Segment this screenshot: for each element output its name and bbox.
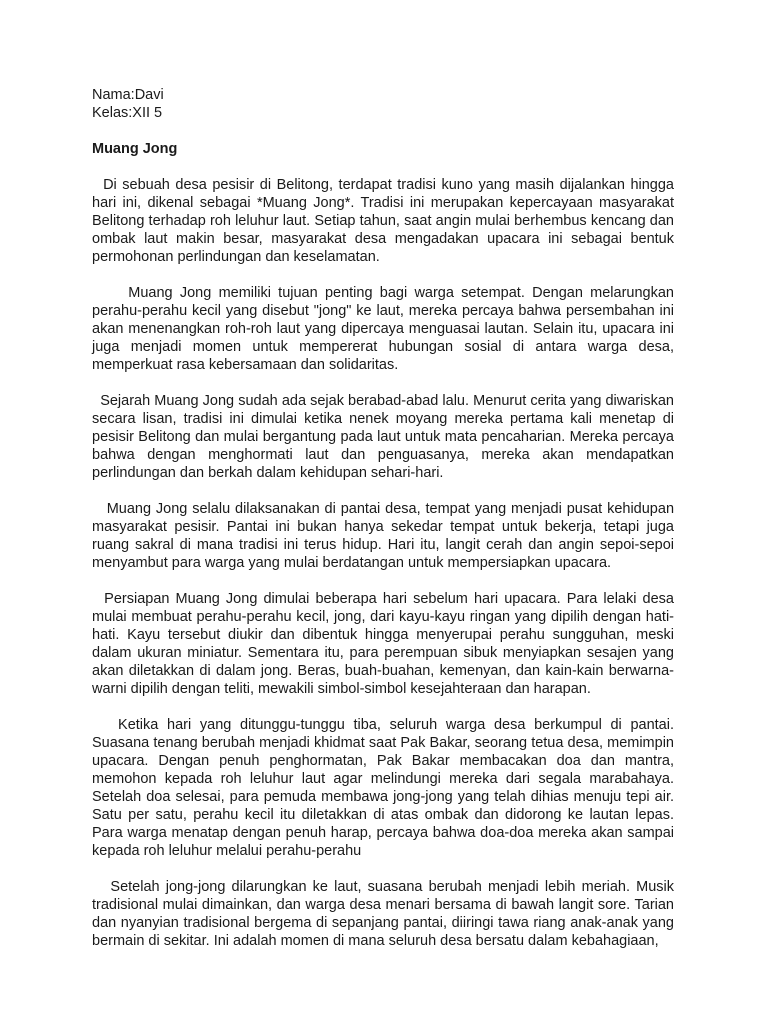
paragraph-4: Muang Jong selalu dilaksanakan di pantai desa, tempat yang menjadi pusat kehidupan masyarakat pesisir. Pantai ini bukan hanya sekedar tempat untuk bekerja, tetapi juga ruang sakral di mana tradisi ini terus hidup. Hari itu, langit cerah dan angin sepoi-sepoi menyambut para warga yang mulai berdatangan untuk mempersiapkan upacara.: [92, 501, 679, 571]
document-page: [92, 86, 679, 950]
student-class: Kelas:XII 5: [92, 105, 163, 121]
paragraph-7: Setelah jong-jong dilarungkan ke laut, suasana berubah menjadi lebih meriah. Musik tradisional mulai dimainkan, dan warga desa menari bersama di bawah langit sore. Tarian dan nyanyian tradisional bergema di sepanjang pantai, diiringi tawa riang anak-anak yang bermain di sekitar. Ini adalah momen di mana seluruh desa bersatu dalam kebahagiaan,: [92, 879, 679, 949]
paragraph-1: Di sebuah desa pesisir di Belitong, terdapat tradisi kuno yang masih dijalankan hingga hari ini, dikenal sebagai *Muang Jong*. Tradisi ini merupakan kepercayaan masyarakat Belitong terhadap roh leluhur laut. Setiap tahun, saat angin mulai berhembus kencang dan ombak laut makin besar, masyarakat desa mengadakan upacara ini sebagai bentuk permohonan perlindungan dan keselamatan.: [92, 177, 679, 265]
paragraph-2: Muang Jong memiliki tujuan penting bagi warga setempat. Dengan melarungkan perahu-perahu kecil yang disebut "jong" ke laut, mereka percaya bahwa persembahan ini akan menenangkan roh-roh laut yang dipercaya menguasai lautan. Selain itu, upacara ini juga menjadi momen untuk mempererat hubungan sosial di antara warga desa, memperkuat rasa kebersamaan dan solidaritas.: [92, 285, 679, 373]
paragraph-3: Sejarah Muang Jong sudah ada sejak berabad-abad lalu. Menurut cerita yang diwariskan secara lisan, tradisi ini dimulai ketika nenek moyang mereka pertama kali menetap di pesisir Belitong dan mulai bergantung pada laut untuk mata pencaharian. Mereka percaya bahwa dengan menghormati laut dan penguasanya, mereka akan mendapatkan perlindungan dan berkah dalam kehidupan sehari-hari.: [92, 393, 679, 481]
document-title: Muang Jong: [92, 141, 178, 157]
student-name: Nama:Davi: [92, 87, 164, 103]
paragraph-5: Persiapan Muang Jong dimulai beberapa hari sebelum hari upacara. Para lelaki desa mulai membuat perahu-perahu kecil, jong, dari kayu-kayu ringan yang dipilih dengan hati-hati. Kayu tersebut diukir dan dibentuk hingga menyerupai perahu sungguhan, meski dalam ukuran miniatur. Sementara itu, para perempuan sibuk menyiapkan sesajen yang akan diletakkan di dalam jong. Beras, buah-buahan, kemenyan, dan kain-kain berwarna-warni dipilih dengan teliti, mewakili simbol-simbol kesejahteraan dan harapan.: [92, 591, 679, 697]
paragraph-6: Ketika hari yang ditunggu-tunggu tiba, seluruh warga desa berkumpul di pantai. Suasana tenang berubah menjadi khidmat saat Pak Bakar, seorang tetua desa, memimpin upacara. Dengan penuh penghormatan, Pak Bakar membacakan doa dan mantra, memohon kepada roh leluhur laut agar melindungi mereka dari segala marabahaya. Setelah doa selesai, para pemuda membawa jong-jong yang telah dihias menuju tepi air. Satu per satu, perahu kecil itu diletakkan di atas ombak dan didorong ke lautan lepas. Para warga menatap dengan penuh harap, percaya bahwa doa-doa mereka akan sampai kepada roh leluhur melalui perahu-perahu: [92, 717, 679, 859]
